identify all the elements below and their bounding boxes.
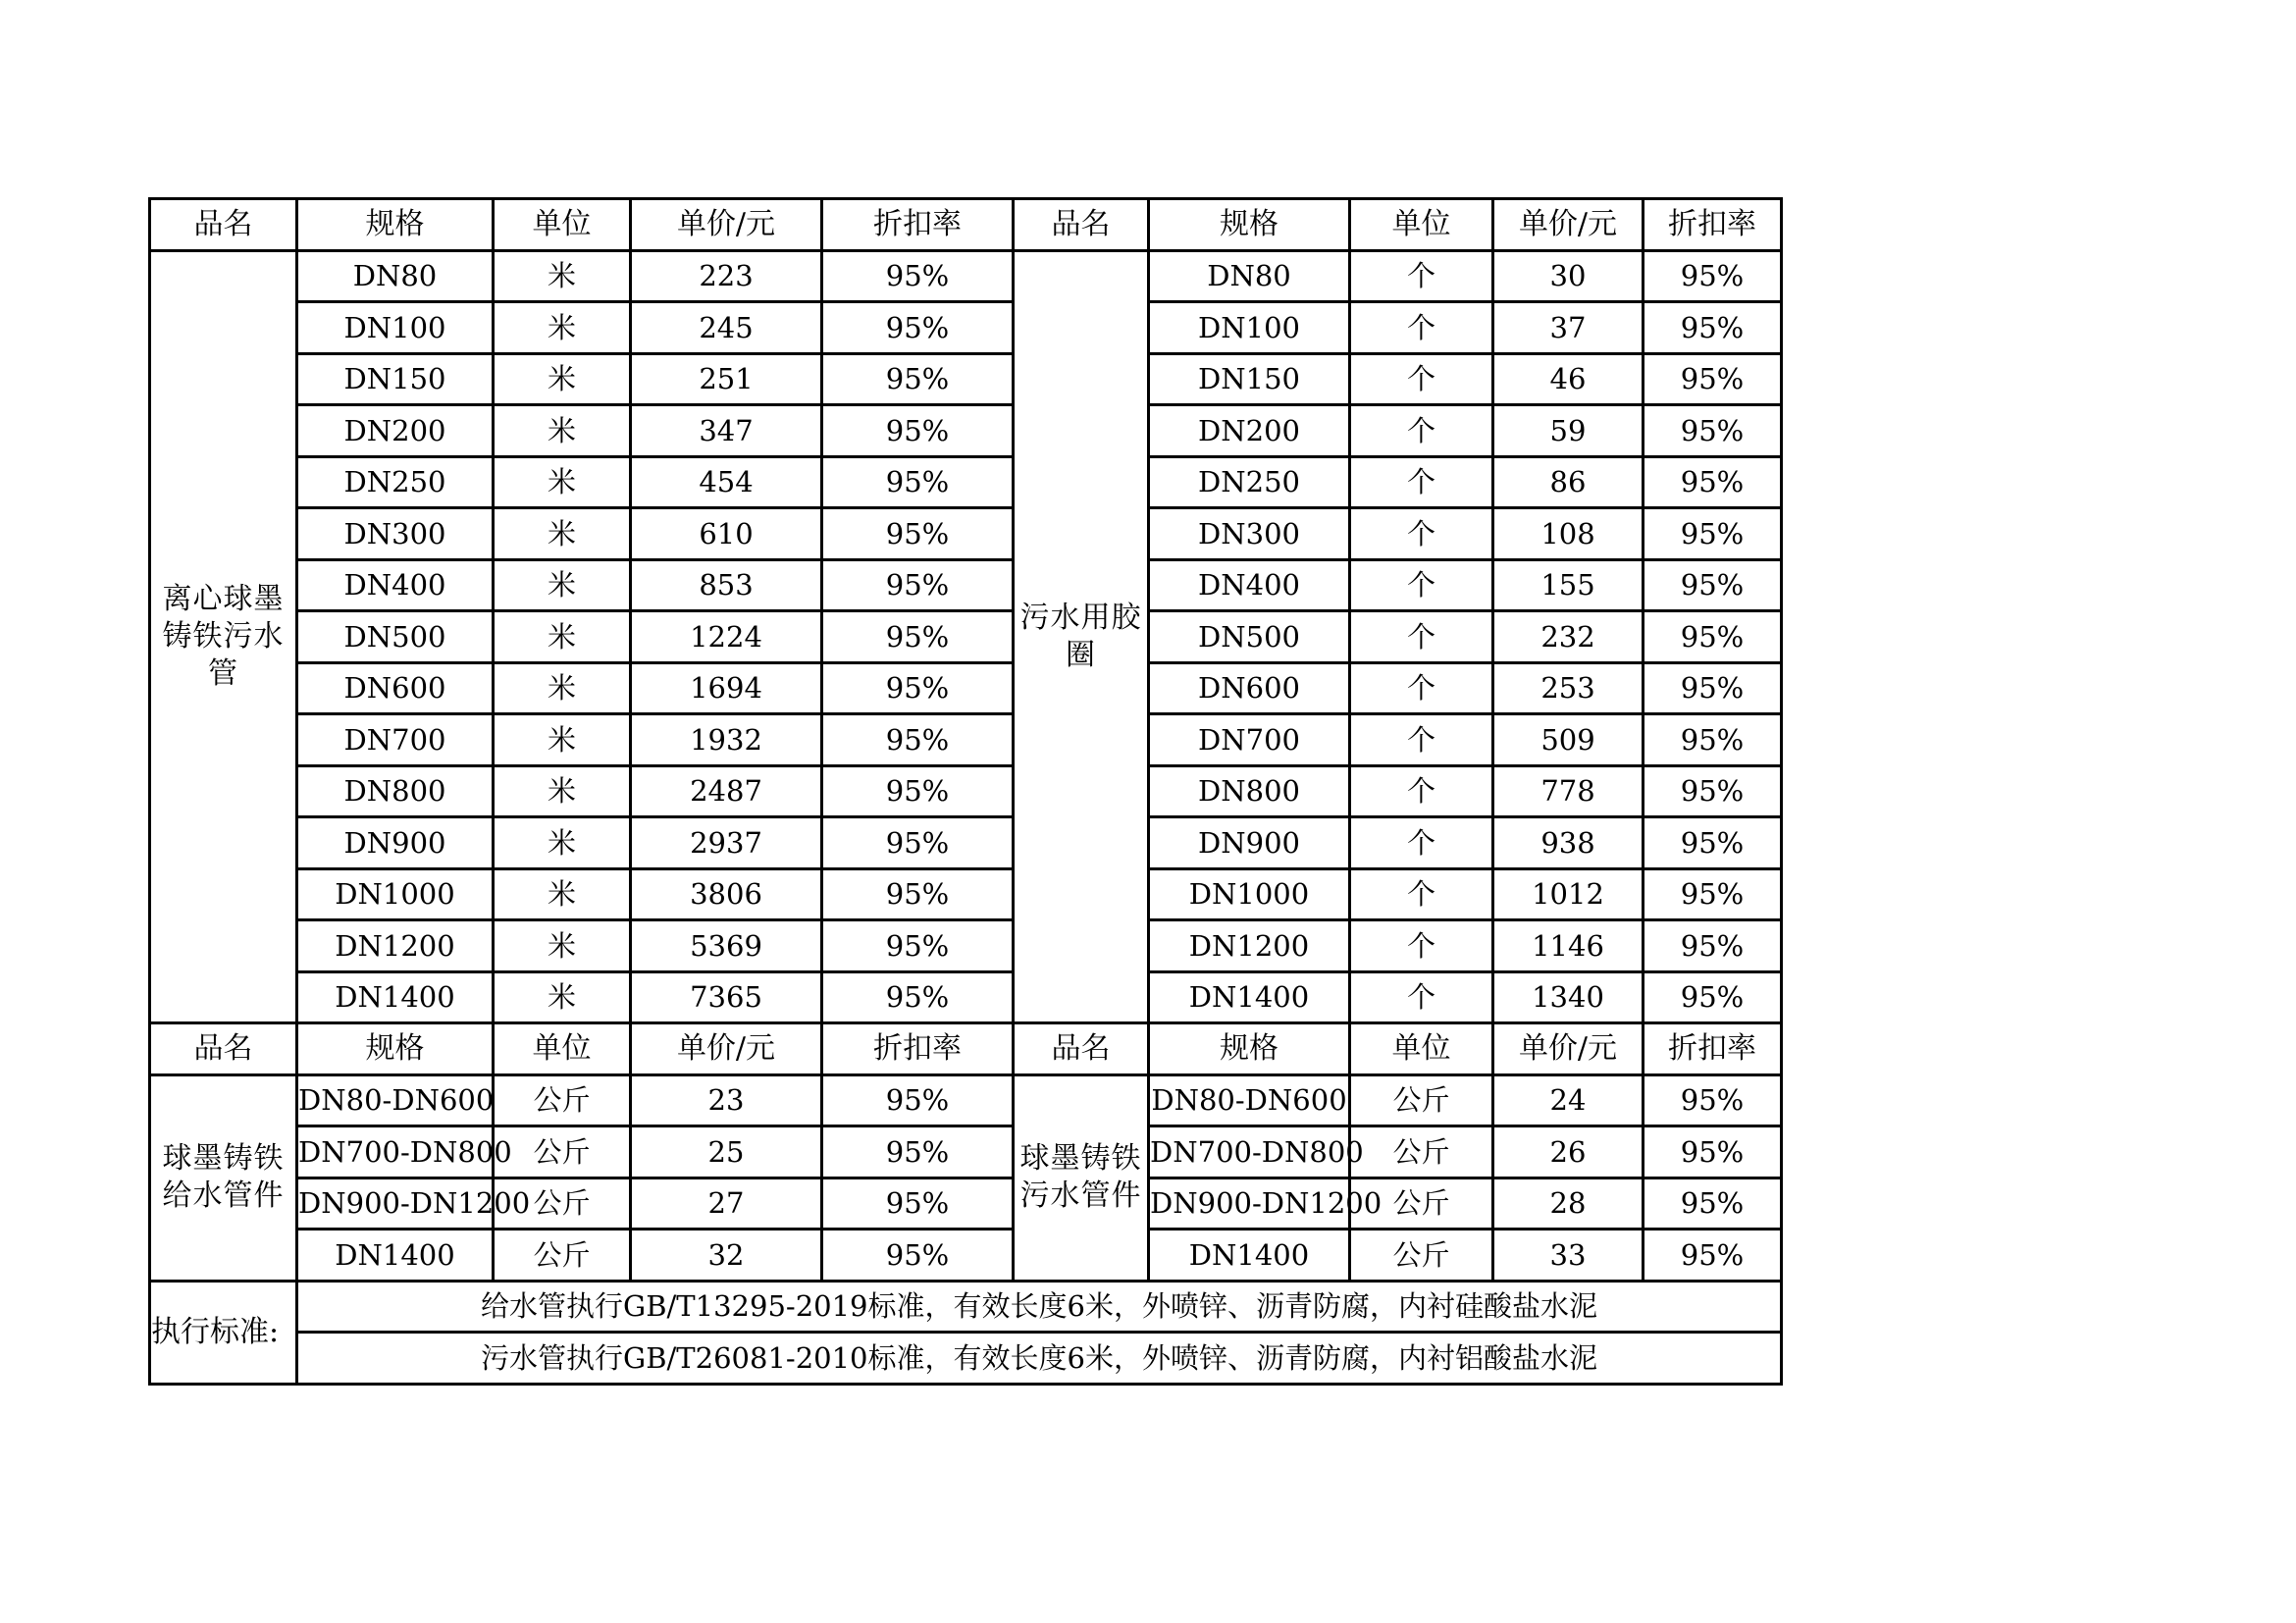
unit-cell: 公斤	[494, 1230, 631, 1282]
unit-cell: 公斤	[1350, 1178, 1493, 1230]
spec-cell: DN900	[297, 817, 494, 869]
price-cell: 27	[631, 1178, 822, 1230]
price-cell: 1146	[1493, 920, 1644, 972]
discount-cell: 95%	[822, 817, 1014, 869]
spec-cell: DN1400	[297, 971, 494, 1023]
table-row	[150, 1074, 1782, 1126]
unit-cell: 个	[1350, 971, 1493, 1023]
unit-cell: 个	[1350, 662, 1493, 714]
discount-cell: 95%	[822, 1178, 1014, 1230]
discount-cell: 95%	[1644, 1074, 1782, 1126]
discount-cell: 95%	[822, 765, 1014, 817]
unit-cell: 米	[494, 250, 631, 302]
price-cell: 28	[1493, 1178, 1644, 1230]
unit-cell: 米	[494, 353, 631, 405]
unit-cell: 个	[1350, 302, 1493, 354]
discount-cell: 95%	[822, 456, 1014, 508]
unit-cell: 米	[494, 302, 631, 354]
header-unit: 单位	[494, 199, 631, 251]
table-row	[150, 1126, 1782, 1178]
spec-cell: DN700-DN800	[1149, 1126, 1350, 1178]
discount-cell: 95%	[822, 971, 1014, 1023]
header-spec: 规格	[297, 199, 494, 251]
header-unit: 单位	[1350, 1023, 1493, 1075]
discount-cell: 95%	[1644, 662, 1782, 714]
spec-cell: DN80	[1149, 250, 1350, 302]
price-cell: 853	[631, 559, 822, 611]
spec-cell: DN500	[1149, 611, 1350, 663]
spec-cell: DN100	[1149, 302, 1350, 354]
discount-cell: 95%	[1644, 971, 1782, 1023]
unit-cell: 米	[494, 971, 631, 1023]
unit-cell: 米	[494, 662, 631, 714]
header-discount: 折扣率	[822, 199, 1014, 251]
table-row	[150, 1178, 1782, 1230]
discount-cell: 95%	[1644, 559, 1782, 611]
price-cell: 5369	[631, 920, 822, 972]
spec-cell: DN800	[1149, 765, 1350, 817]
unit-cell: 米	[494, 817, 631, 869]
price-cell: 37	[1493, 302, 1644, 354]
discount-cell: 95%	[822, 1074, 1014, 1126]
table-row	[150, 971, 1782, 1023]
unit-cell: 米	[494, 765, 631, 817]
price-cell: 30	[1493, 250, 1644, 302]
header-price: 单价/元	[631, 199, 822, 251]
price-cell: 232	[1493, 611, 1644, 663]
unit-cell: 公斤	[1350, 1074, 1493, 1126]
spec-cell: DN1400	[1149, 971, 1350, 1023]
product-name-cell: 球墨铸铁污水管件	[1014, 1074, 1149, 1281]
spec-cell: DN1000	[1149, 868, 1350, 920]
price-cell: 86	[1493, 456, 1644, 508]
spec-cell: DN600	[297, 662, 494, 714]
spec-cell: DN1400	[1149, 1230, 1350, 1282]
spec-cell: DN400	[297, 559, 494, 611]
price-cell: 1340	[1493, 971, 1644, 1023]
unit-cell: 个	[1350, 765, 1493, 817]
price-cell: 108	[1493, 508, 1644, 560]
header-spec: 规格	[1149, 1023, 1350, 1075]
spec-cell: DN80-DN600	[1149, 1074, 1350, 1126]
unit-cell: 米	[494, 868, 631, 920]
standards-text: 污水管执行GB/T26081-2010标准，有效长度6米，外喷锌、沥青防腐，内衬铝酸盐水泥	[297, 1333, 1782, 1385]
unit-cell: 个	[1350, 250, 1493, 302]
price-cell: 2487	[631, 765, 822, 817]
table-row	[150, 765, 1782, 817]
spec-cell: DN700-DN800	[297, 1126, 494, 1178]
discount-cell: 95%	[1644, 250, 1782, 302]
spec-cell: DN250	[297, 456, 494, 508]
discount-cell: 95%	[1644, 1178, 1782, 1230]
spec-cell: DN300	[1149, 508, 1350, 560]
table-row	[150, 611, 1782, 663]
spec-cell: DN600	[1149, 662, 1350, 714]
spec-cell: DN80-DN600	[297, 1074, 494, 1126]
price-cell: 23	[631, 1074, 822, 1126]
discount-cell: 95%	[1644, 456, 1782, 508]
header-spec: 规格	[1149, 199, 1350, 251]
unit-cell: 公斤	[494, 1074, 631, 1126]
discount-cell: 95%	[1644, 405, 1782, 457]
price-cell: 155	[1493, 559, 1644, 611]
header-price: 单价/元	[1493, 199, 1644, 251]
standards-row	[150, 1333, 1782, 1385]
discount-cell: 95%	[822, 250, 1014, 302]
unit-cell: 个	[1350, 508, 1493, 560]
unit-cell: 个	[1350, 559, 1493, 611]
header-price: 单价/元	[1493, 1023, 1644, 1075]
table-row	[150, 920, 1782, 972]
price-cell: 3806	[631, 868, 822, 920]
spec-cell: DN150	[1149, 353, 1350, 405]
spec-cell: DN400	[1149, 559, 1350, 611]
unit-cell: 个	[1350, 456, 1493, 508]
table-row	[150, 1230, 1782, 1282]
spec-cell: DN250	[1149, 456, 1350, 508]
table-row	[150, 868, 1782, 920]
unit-cell: 公斤	[1350, 1126, 1493, 1178]
product-name-cell: 离心球墨铸铁污水管	[150, 250, 297, 1023]
header-row	[150, 1023, 1782, 1075]
header-discount: 折扣率	[822, 1023, 1014, 1075]
spec-cell: DN80	[297, 250, 494, 302]
unit-cell: 米	[494, 559, 631, 611]
price-cell: 454	[631, 456, 822, 508]
discount-cell: 95%	[822, 611, 1014, 663]
table-row	[150, 662, 1782, 714]
price-cell: 938	[1493, 817, 1644, 869]
discount-cell: 95%	[1644, 714, 1782, 766]
unit-cell: 个	[1350, 817, 1493, 869]
unit-cell: 米	[494, 714, 631, 766]
discount-cell: 95%	[1644, 611, 1782, 663]
table-row	[150, 559, 1782, 611]
price-cell: 33	[1493, 1230, 1644, 1282]
spec-cell: DN700	[1149, 714, 1350, 766]
spec-cell: DN300	[297, 508, 494, 560]
price-cell: 59	[1493, 405, 1644, 457]
price-cell: 251	[631, 353, 822, 405]
discount-cell: 95%	[822, 1230, 1014, 1282]
discount-cell: 95%	[1644, 920, 1782, 972]
spec-cell: DN900-DN1200	[1149, 1178, 1350, 1230]
unit-cell: 个	[1350, 920, 1493, 972]
price-cell: 46	[1493, 353, 1644, 405]
spec-cell: DN1400	[297, 1230, 494, 1282]
header-name: 品名	[1014, 199, 1149, 251]
price-cell: 245	[631, 302, 822, 354]
discount-cell: 95%	[822, 353, 1014, 405]
spec-cell: DN100	[297, 302, 494, 354]
table-row	[150, 817, 1782, 869]
table-row	[150, 353, 1782, 405]
price-cell: 32	[631, 1230, 822, 1282]
header-row	[150, 199, 1782, 251]
spec-cell: DN200	[297, 405, 494, 457]
product-name-cell: 球墨铸铁给水管件	[150, 1074, 297, 1281]
spec-cell: DN900-DN1200	[297, 1178, 494, 1230]
discount-cell: 95%	[822, 508, 1014, 560]
header-name: 品名	[1014, 1023, 1149, 1075]
unit-cell: 个	[1350, 714, 1493, 766]
spec-cell: DN500	[297, 611, 494, 663]
price-cell: 1224	[631, 611, 822, 663]
header-discount: 折扣率	[1644, 1023, 1782, 1075]
unit-cell: 公斤	[494, 1126, 631, 1178]
discount-cell: 95%	[1644, 508, 1782, 560]
price-table	[148, 197, 1783, 1386]
price-cell: 1932	[631, 714, 822, 766]
spec-cell: DN1000	[297, 868, 494, 920]
spec-cell: DN800	[297, 765, 494, 817]
standards-label: 执行标准:	[150, 1281, 297, 1384]
table-row	[150, 302, 1782, 354]
price-cell: 778	[1493, 765, 1644, 817]
price-table-body	[150, 199, 1782, 1385]
unit-cell: 米	[494, 611, 631, 663]
price-cell: 1012	[1493, 868, 1644, 920]
table-row	[150, 456, 1782, 508]
discount-cell: 95%	[822, 1126, 1014, 1178]
header-price: 单价/元	[631, 1023, 822, 1075]
product-name-cell: 污水用胶圈	[1014, 250, 1149, 1023]
discount-cell: 95%	[1644, 1230, 1782, 1282]
table-row	[150, 405, 1782, 457]
table-row	[150, 250, 1782, 302]
unit-cell: 米	[494, 405, 631, 457]
price-cell: 509	[1493, 714, 1644, 766]
price-cell: 347	[631, 405, 822, 457]
discount-cell: 95%	[822, 559, 1014, 611]
price-cell: 24	[1493, 1074, 1644, 1126]
discount-cell: 95%	[1644, 868, 1782, 920]
unit-cell: 米	[494, 508, 631, 560]
discount-cell: 95%	[822, 405, 1014, 457]
price-cell: 2937	[631, 817, 822, 869]
discount-cell: 95%	[1644, 817, 1782, 869]
header-unit: 单位	[1350, 199, 1493, 251]
header-unit: 单位	[494, 1023, 631, 1075]
unit-cell: 个	[1350, 405, 1493, 457]
price-cell: 610	[631, 508, 822, 560]
spec-cell: DN1200	[297, 920, 494, 972]
price-cell: 26	[1493, 1126, 1644, 1178]
discount-cell: 95%	[1644, 765, 1782, 817]
unit-cell: 米	[494, 456, 631, 508]
header-name: 品名	[150, 1023, 297, 1075]
unit-cell: 个	[1350, 611, 1493, 663]
table-row	[150, 714, 1782, 766]
unit-cell: 米	[494, 920, 631, 972]
header-spec: 规格	[297, 1023, 494, 1075]
discount-cell: 95%	[822, 714, 1014, 766]
price-cell: 223	[631, 250, 822, 302]
spec-cell: DN700	[297, 714, 494, 766]
discount-cell: 95%	[822, 662, 1014, 714]
spec-cell: DN150	[297, 353, 494, 405]
unit-cell: 公斤	[494, 1178, 631, 1230]
price-cell: 7365	[631, 971, 822, 1023]
standards-text: 给水管执行GB/T13295-2019标准，有效长度6米，外喷锌、沥青防腐，内衬硅酸盐水泥	[297, 1281, 1782, 1333]
table-row	[150, 508, 1782, 560]
discount-cell: 95%	[1644, 1126, 1782, 1178]
discount-cell: 95%	[822, 868, 1014, 920]
unit-cell: 公斤	[1350, 1230, 1493, 1282]
price-cell: 1694	[631, 662, 822, 714]
header-name: 品名	[150, 199, 297, 251]
header-discount: 折扣率	[1644, 199, 1782, 251]
discount-cell: 95%	[822, 302, 1014, 354]
discount-cell: 95%	[1644, 302, 1782, 354]
unit-cell: 个	[1350, 868, 1493, 920]
spec-cell: DN1200	[1149, 920, 1350, 972]
standards-row	[150, 1281, 1782, 1333]
spec-cell: DN200	[1149, 405, 1350, 457]
discount-cell: 95%	[1644, 353, 1782, 405]
discount-cell: 95%	[822, 920, 1014, 972]
price-cell: 25	[631, 1126, 822, 1178]
spec-cell: DN900	[1149, 817, 1350, 869]
price-cell: 253	[1493, 662, 1644, 714]
unit-cell: 个	[1350, 353, 1493, 405]
